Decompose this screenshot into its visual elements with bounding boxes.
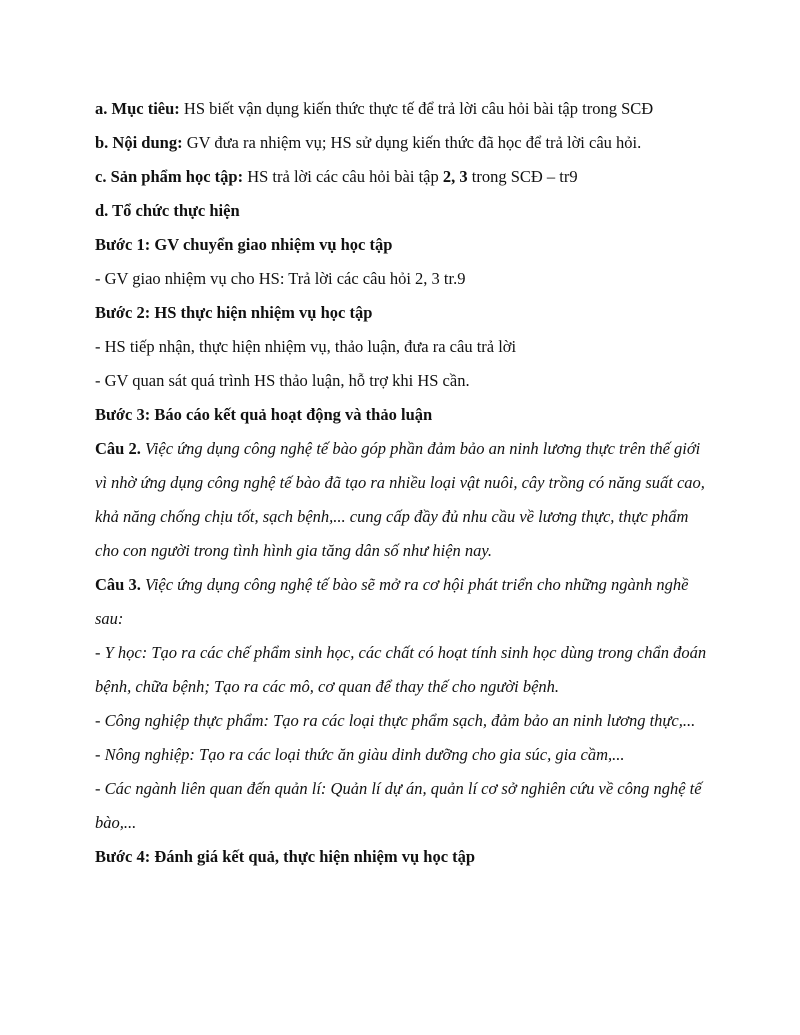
cau3-text: Việc ứng dụng công nghệ tế bào sẽ mở ra cơ hội phát triển cho những ngành nghề sau: bbox=[95, 575, 689, 628]
step1-line-1: - GV giao nhiệm vụ cho HS: Trả lời các câu hỏi 2, 3 tr.9 bbox=[95, 269, 466, 288]
cau3-item-cong-nghiep: - Công nghiệp thực phẩm: Tạo ra các loại thực phẩm sạch, đảm bảo an ninh lương thực,... bbox=[95, 711, 696, 730]
cau3-paragraph bbox=[95, 568, 715, 636]
noi-dung-line bbox=[95, 126, 715, 160]
to-chuc-heading: d. Tổ chức thực hiện bbox=[95, 201, 240, 220]
san-pham-line bbox=[95, 160, 715, 194]
noi-dung-text: GV đưa ra nhiệm vụ; HS sử dụng kiến thức đã học để trả lời câu hỏi. bbox=[182, 133, 642, 152]
cau3-item-y-hoc: - Y học: Tạo ra các chế phẩm sinh học, các chất có hoạt tính sinh học dùng trong chẩn đoán bệnh, chữa bệnh; Tạo ra các mô, cơ quan để thay thế cho người bệnh. bbox=[95, 643, 707, 696]
muc-tieu-text: HS biết vận dụng kiến thức thực tế để trả lời câu hỏi bài tập trong SCĐ bbox=[179, 99, 654, 118]
muc-tieu-label: a. Mục tiêu: bbox=[95, 99, 180, 118]
cau2-paragraph bbox=[95, 432, 715, 568]
step2-line-2: - GV quan sát quá trình HS thảo luận, hỗ trợ khi HS cần. bbox=[95, 371, 470, 390]
cau2-label: Câu 2. bbox=[95, 439, 141, 458]
step4-heading: Bước 4: Đánh giá kết quả, thực hiện nhiệm vụ học tập bbox=[95, 847, 476, 866]
san-pham-text-before: HS trả lời các câu hỏi bài tập bbox=[243, 167, 443, 186]
cau3-item-nong-nghiep: - Nông nghiệp: Tạo ra các loại thức ăn giàu dinh dưỡng cho gia súc, gia cầm,... bbox=[95, 745, 625, 764]
muc-tieu-line bbox=[95, 92, 715, 126]
cau3-item-quan-li: - Các ngành liên quan đến quản lí: Quản lí dự án, quản lí cơ sở nghiên cứu về công nghệ tế bào,... bbox=[95, 779, 702, 832]
noi-dung-label: b. Nội dung: bbox=[95, 133, 183, 152]
step1-heading: Bước 1: GV chuyển giao nhiệm vụ học tập bbox=[95, 235, 393, 254]
cau2-text: Việc ứng dụng công nghệ tế bào góp phần đảm bảo an ninh lương thực trên thế giới vì nhờ ứng dụng công nghệ tế bào đã tạo ra nhiều loại vật nuôi, cây trồng có năng suất cao, khả năng chống chịu tốt, sạch bệnh,... cung cấp đầy đủ nhu cầu về lương thực, thực phẩm cho con người trong tình hình gia tăng dân số như hiện nay. bbox=[95, 439, 705, 560]
san-pham-bold-part: 2, 3 bbox=[442, 167, 468, 186]
step2-heading: Bước 2: HS thực hiện nhiệm vụ học tập bbox=[95, 303, 373, 322]
san-pham-label: c. Sản phẩm học tập: bbox=[95, 167, 244, 186]
cau3-label: Câu 3. bbox=[95, 575, 141, 594]
san-pham-text-after: trong SCĐ – tr9 bbox=[467, 167, 578, 186]
step2-line-1: - HS tiếp nhận, thực hiện nhiệm vụ, thảo luận, đưa ra câu trả lời bbox=[95, 337, 517, 356]
document-content bbox=[95, 92, 715, 874]
step3-heading: Bước 3: Báo cáo kết quả hoạt động và thảo luận bbox=[95, 405, 433, 424]
